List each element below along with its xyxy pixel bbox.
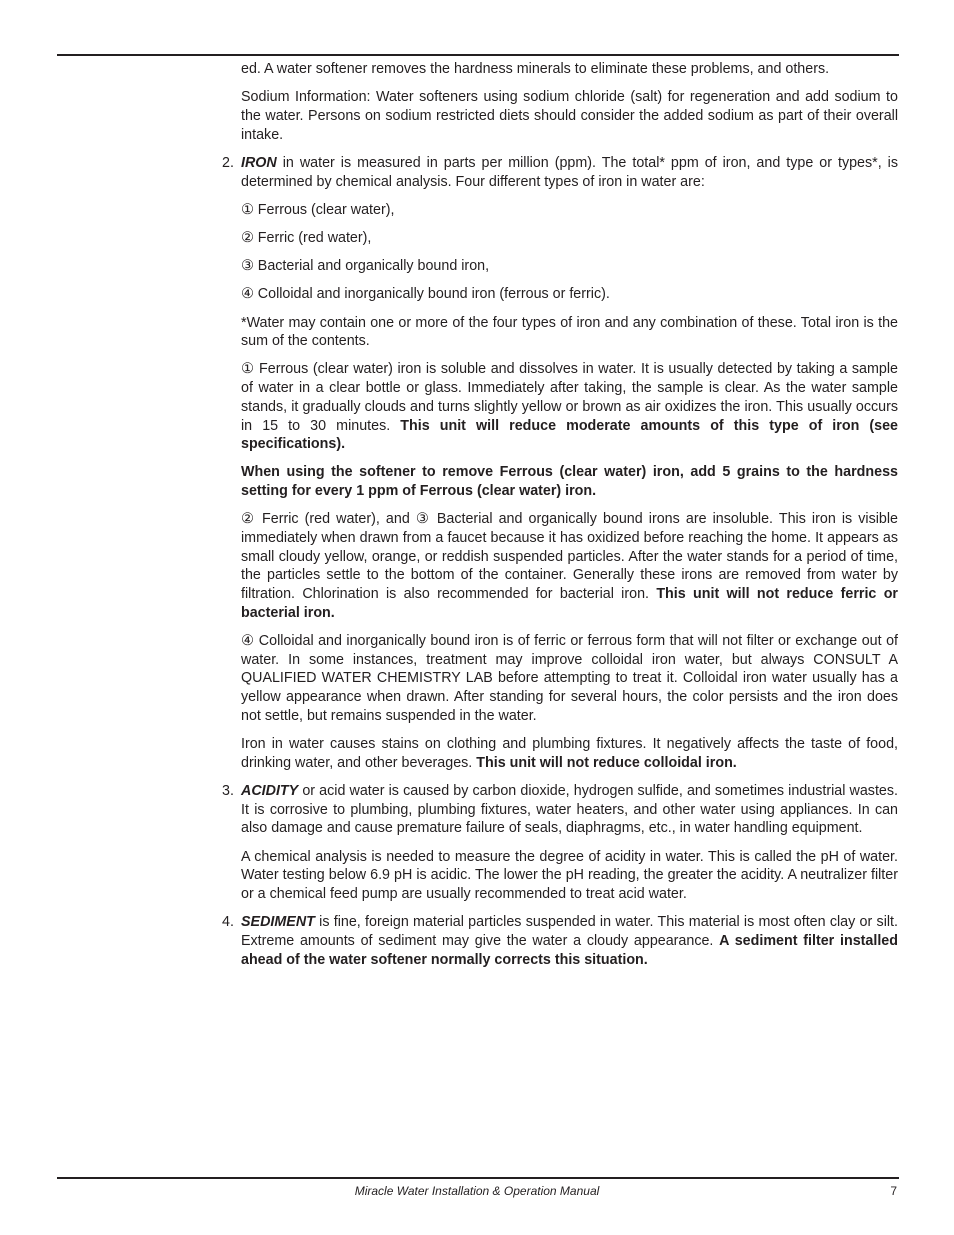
stains-text: Iron in water causes stains on clothing and plumbing fixtures. It negatively affects the taste of food, drinking water, and other beverages.: [241, 736, 898, 771]
list-item-sediment: [222, 913, 898, 969]
item-number: 2.: [222, 154, 234, 171]
iron-note: *Water may contain one or more of the four types of iron and any combination of these. Total iron is the sum of the contents.: [241, 314, 898, 350]
sediment-bold: A sediment filter installed ahead of the water softener normally corrects this situation.: [241, 932, 898, 968]
term-sediment: SEDIMENT: [241, 914, 315, 931]
ferric-paragraph: [241, 510, 898, 622]
item-number: 4.: [222, 914, 234, 931]
acidity-intro: [241, 782, 898, 838]
list-item-acidity: [222, 782, 898, 904]
term-iron: IRON: [241, 154, 277, 171]
footer-title: Miracle Water Installation & Operation Manual: [354, 1184, 600, 1198]
ph-paragraph: A chemical analysis is needed to measure the degree of acidity in water. This is called the pH of water. Water testing below 6.9 pH is acidic. The lower the pH reading, the greater the acidity. A neutralizer filter or a chemical feed pump are usually recommended to treat acid water.: [241, 848, 898, 903]
paragraph-sodium-information: Sodium Information: Water softeners using sodium chloride (salt) for regeneration and add sodium to the water. Persons on sodium restricted diets should consider the added sodium as part of their overall intake.: [241, 89, 898, 143]
acidity-intro-text: or acid water is caused by carbon dioxide, hydrogen sulfide, and sometimes industrial wastes. It is corrosive to plumbing, plumbing fixtures, water heaters, and other water using appliances. In can also damage and cause premature failure of seals, diaphragms, etc., in water handling equipment.: [241, 783, 898, 837]
ferrous-hardness-note: When using the softener to remove Ferrous (clear water) iron, add 5 grains to the hardness setting for every 1 ppm of Ferrous (clear water) iron.: [241, 464, 898, 500]
colloidal-paragraph: ④ Colloidal and inorganically bound iron is of ferric or ferrous form that will not filter or exchange out of water. In some instances, treatment may improve colloidal iron water, but always CONSULT A QUALIFIED WATER CHEMISTRY LAB before attempting to treat it. Colloidal iron water usually has a yellow appearance when drawn. After standing for several hours, the color persists and the iron does not settle, but remains suspended in the water.: [241, 633, 898, 724]
stains-bold: This unit will not reduce colloidal iron.: [476, 754, 737, 771]
iron-type-ferrous: ① Ferrous (clear water),: [241, 201, 395, 218]
sediment-paragraph: [241, 913, 898, 969]
paragraph-continuation: ed. A water softener removes the hardness minerals to eliminate these problems, and others.: [241, 61, 830, 77]
ferrous-text: ① Ferrous (clear water) iron is soluble and dissolves in water. It is usually detected by taking a sample of water in a clear bottle or glass. Immediately after taking, the sample is clear. As the water sample stands, it gradually clouds and turns slightly yellow or brown as air oxidizes the iron. This usually occurs in 15 to 30 minutes.: [241, 361, 898, 434]
iron-type-ferric: ② Ferric (red water),: [241, 229, 372, 246]
header-rule: [57, 54, 899, 56]
body-text: [222, 60, 898, 979]
iron-type-colloidal: ④ Colloidal and inorganically bound iron (ferrous or ferric).: [241, 286, 610, 303]
ferric-text: ② Ferric (red water), and ③ Bacterial and organically bound irons are insoluble. This iron is visible immediately when drawn from a faucet because it has oxidized before reaching the home. It appears as small cloudy yellow, orange, or reddish suspended particles. After the water stands for a period of time, the particles settle to the bottom of the container. Generally these irons are removed from water by filtration. Chlorination is also recommended for bacterial iron.: [241, 511, 898, 603]
stains-paragraph: [241, 735, 898, 772]
iron-intro: [241, 154, 898, 191]
footer-rule: [57, 1177, 899, 1179]
page-number: 7: [890, 1184, 897, 1198]
ferrous-paragraph: [241, 360, 898, 454]
ferric-bold: This unit will not reduce ferric or bacterial iron.: [241, 586, 898, 621]
sediment-text: is fine, foreign material particles suspended in water. This material is most often clay or silt. Extreme amounts of sediment may give the water a cloudy appearance.: [241, 914, 898, 949]
iron-intro-text: in water is measured in parts per million (ppm). The total* ppm of iron, and type or types*, is determined by chemical analysis. Four different types of iron in water are:: [241, 154, 898, 190]
item-number: 3.: [222, 783, 234, 799]
iron-type-bacterial: ③ Bacterial and organically bound iron,: [241, 258, 490, 275]
list-item-iron: [222, 154, 898, 773]
ferrous-bold: This unit will reduce moderate amounts of this type of iron (see specifications).: [241, 417, 898, 453]
term-acidity: ACIDITY: [241, 783, 299, 799]
